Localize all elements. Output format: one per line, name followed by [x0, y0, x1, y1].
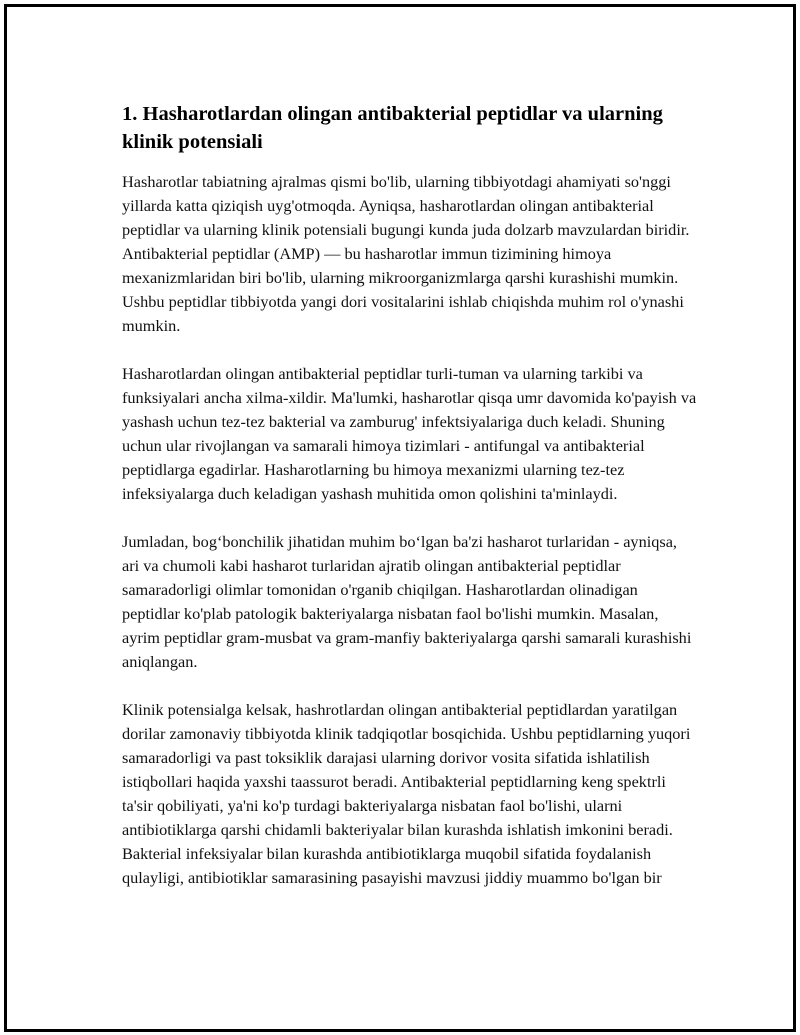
page-frame [4, 4, 796, 1032]
paragraph-1: Hasharotlar tabiatning ajralmas qismi bo'lib, ularning tibbiyotdagi ahamiyati so'nggi yillarda katta qiziqish uyg'otmoqda. Ayniqsa, hasharotlardan olingan antibakterial peptidlar va ularning klinik potensiali bugungi kunda juda dolzarb mavzulardan biridir. Antibakterial peptidlar (AMP) — bu hasharotlar immun tizimining himoya mexanizmlaridan biri bo'lib, ularning mikroorganizmlarga qarshi kurashishi mumkin. Ushbu peptidlar tibbiyotda yangi dori vositalarini ishlab chiqishda muhim rol o'ynashi mumkin. [122, 172, 690, 335]
paragraph-4: Klinik potensialga kelsak, hashrotlardan olingan antibakterial peptidlardan yaratilgan dorilar zamonaviy tibbiyotda klinik tadqiqotlar bosqichida. Ushbu peptidlarning yuqori samaradorligi va past toksiklik darajasi ularning dorivor vosita sifatida ishlatilish istiqbollari haqida yaxshi taassurot beradi. Antibakterial peptidlarning keng spektrli ta'sir qobiliyati, ya'ni ko'p turdagi bakteriyalarga nisbatan faol bo'lishi, ularni antibiotiklarga qarshi chidamli bakteriyalar bilan kurashda ishlatish imkonini beradi. Bakterial infeksiyalar bilan kurashda antibiotiklarga muqobil sifatida foydalanish qulayligi, antibiotiklar samarasining pasayishi mavzusi jiddiy muammo bo'lgan bir [122, 700, 691, 887]
paragraph-2: Hasharotlardan olingan antibakterial peptidlar turli-tuman va ularning tarkibi va funksiyalari ancha xilma-xildir. Ma'lumki, hasharotlar qisqa umr davomida ko'payish va yashash uchun tez-tez bakterial va zamburug' infektsiyalariga duch keladi. Shuning uchun ular rivojlangan va samarali himoya tizimlari - antifungal va antibakterial peptidlarga egadirlar. Hasharotlarning bu himoya mexanizmi ularning tez-tez infeksiyalarga duch keladigan yashash muhitida omon qolishini ta'minlaydi. [122, 364, 697, 503]
paragraph-3: Jumladan, bog‘bonchilik jihatidan muhim bo‘lgan ba'zi hasharot turlaridan - ayniqsa, ari va chumoli kabi hasharot turlaridan ajratib olingan antibakterial peptidlar samaradorligi olimlar tomonidan o'rganib chiqilgan. Hasharotlardan olinadigan peptidlar ko'plab patologik bakteriyalarga nisbatan faol bo'lishi mumkin. Masalan, ayrim peptidlar gram-musbat va gram-manfiy bakteriyalarga qarshi samarali kurashishi aniqlangan. [122, 532, 692, 671]
document-body [122, 100, 697, 914]
section-heading: 1. Hasharotlardan olingan antibakterial peptidlar va ularning klinik potensiali [122, 103, 663, 153]
